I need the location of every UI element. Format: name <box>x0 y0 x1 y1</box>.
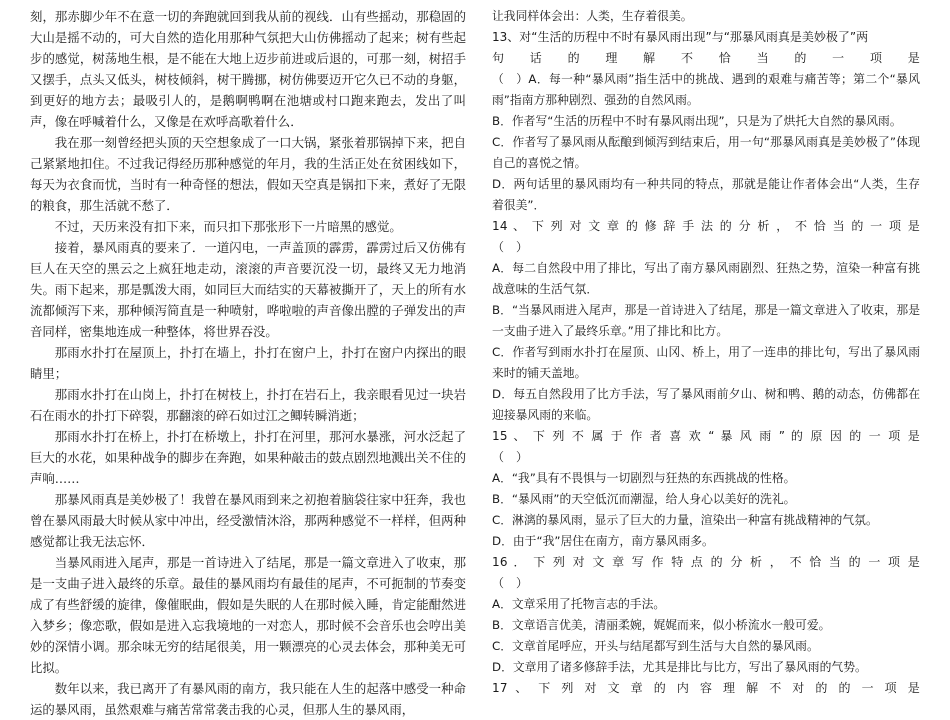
passage-paragraph: 刻，那赤脚少年不在意一切的奔跑就回到我从前的视线．山有些摇动，那稳固的大山是摇不动的，可大自然的造化用那种气氛把大山仿佛摇动了起来；树有些起步的感觉，树荡地生根，是不能在大地上迈步前进或后退的，可那一刻，树招手又摆手，点头又低头，树枝倾斜，树干腾挪，树仿佛要迈开它久已不动的身躯，到更好的地方去；最吸引人的，是鹅啊鸭啊在池塘或村口跑来跑去，发出了叫声，像在呼喊着什么，又像是在欢呼高歌着什么． <box>30 9 466 129</box>
question-13-option-c: C．作者写了暴风雨从酝酿到倾泻到结束后，用一句“那暴风雨真是美妙极了”体现自己的喜悦之情。 <box>492 135 920 170</box>
question-16-option-b: B．文章语言优美，清丽柔婉，娓娓而来，似小桥流水一般可爱。 <box>492 618 831 632</box>
question-15-option-b: B．“暴风雨”的天空低沉而潮湿，给人身心以美好的洗礼。 <box>492 492 796 506</box>
question-13-option-a: （ ）A．每一种“暴风雨”指生活中的挑战、遇到的艰难与痛苦等；第二个“暴风雨”指南方那种剧烈、强劲的自然风雨。 <box>492 72 920 107</box>
questions-column <box>492 6 920 699</box>
passage-paragraph: 当暴风雨进入尾声，那是一首诗进入了结尾，那是一篇文章进入了收束，那是一支曲子进入最终的乐章。最佳的暴风雨均有最佳的尾声，不可扼制的节奏变成了有些舒缓的旋律，像催眠曲，假如是失眠的人在那时候入睡，肯定能酣然进入梦乡；像恋歌，假如是进入忘我境地的一对恋人，那时候不会音乐也会哼出美妙的深情小调。那余味无穷的结尾很美，用一颗漂亮的心灵去体会，那种美无可比拟。 <box>30 555 466 675</box>
question-16-option-c: C．文章首尾呼应，开头与结尾都写到生活与大自然的暴风雨。 <box>492 639 819 653</box>
question-14-answer-blank: （ ） <box>492 240 529 254</box>
question-16-option-a: A．文章采用了托物言志的手法。 <box>492 597 666 611</box>
passage-paragraph: 我在那一刻曾经把头顶的天空想象成了一口大锅，紧张着那锅掉下来，把自己紧紧地扣住。不过我记得经历那种感觉的年月，我的生活正处在贫困线如下，每天为衣食而忧，当时有一种奇怪的想法，假如天空真是锅扣下来，煮好了无限的粮食，那生活就不愁了． <box>30 135 466 213</box>
question-17-stem: 17 、 下 列 对 文 章 的 内 容 理 解 不 对 的 的 一 项 是 <box>492 681 920 695</box>
question-13-option-b: B．作者写“生活的历程中不时有暴风雨出现”，只是为了烘托大自然的暴风雨。 <box>492 114 902 128</box>
question-14-option-b: B．“当暴风雨进入尾声，那是一首诗进入了结尾，那是一篇文章进入了收束，那是一支曲子进入了最终乐章。”用了排比和比方。 <box>492 303 920 338</box>
passage-paragraph: 那雨水扑打在山岗上，扑打在树枝上，扑打在岩石上，我亲眼看见过一块岩石在雨水的扑打下碎裂，那翻滚的碎石如过江之鲫转瞬消逝； <box>30 387 466 423</box>
question-13-option-d: D．两句话里的暴风雨均有一种共同的特点，那就是能让作者体会出“人类，生存着很美”． <box>492 177 920 212</box>
passage-column <box>30 6 466 720</box>
question-13-stem-cont: 句 话 的 理 解 不 恰 当 的 一 项 是 <box>492 51 920 65</box>
passage-paragraph: 那暴风雨真是美妙极了！我曾在暴风雨到来之初抱着脑袋往家中狂奔，我也曾在暴风雨最大时候从家中冲出，经受激情沐浴，那两种感觉不一样样，但两种感觉都让我无法忘怀． <box>30 492 466 549</box>
passage-paragraph: 那雨水扑打在屋顶上，扑打在墙上，扑打在窗户上，扑打在窗户内探出的眼睛里； <box>30 345 466 381</box>
passage-paragraph: 不过，天历来没有扣下来，而只扣下那张形下一片暗黑的感觉。 <box>54 219 402 234</box>
question-14-stem: 14 、 下 列 对 文 章 的 修 辞 手 法 的 分 析 ， 不 恰 当 的 一 项 是 <box>492 219 920 233</box>
passage-paragraph: 接着，暴风雨真的要来了．一道闪电，一声盖顶的霹雳，霹雳过后又仿佛有巨人在天空的黑云之上疯狂地走动，滚滚的声音要沉没一切，最终又无力地消失。雨下起来，那是瓢泼大雨，如同巨大而结实的天幕被撕开了，天上的所有水流都倾泻下来，那种倾泻简直是一种喷射，哗啦啦的声音像出膛的子弹发出的声音同样，密集地连成一种整体，将世界吞没。 <box>30 240 466 339</box>
question-15-answer-blank: （ ） <box>492 450 529 464</box>
passage-paragraph: 数年以来，我已离开了有暴风雨的南方，我只能在人生的起落中感受一种命运的暴风雨，虽然艰难与痛苦常常袭击我的心灵，但那人生的暴风雨， <box>30 681 466 717</box>
question-13-stem: 13、对“生活的历程中不时有暴风雨出现”与“那暴风雨真是美妙极了”两 <box>492 30 869 44</box>
question-15-option-c: C．淋漓的暴风雨，显示了巨大的力量，渲染出一种富有挑战精神的气氛。 <box>492 513 878 527</box>
question-14-option-a: A．每二自然段中用了排比，写出了南方暴风雨剧烈、狂热之势，渲染一种富有挑战意味的生活气氛． <box>492 261 920 296</box>
question-16-stem: 16 ． 下 列 对 文 章 写 作 特 点 的 分 析 ， 不 恰 当 的 一 项 是 <box>492 555 920 569</box>
question-14-option-d: D．每五自然段用了比方手法，写了暴风雨前夕山、树和鸭、鹅的动态，仿佛都在迎接暴风雨的来临。 <box>492 387 920 422</box>
question-16-option-d: D．文章用了诸多修辞手法，尤其是排比与比方，写出了暴风雨的气势。 <box>492 660 867 674</box>
question-15-option-a: A．“我”具有不畏惧与一切剧烈与狂热的东西挑战的性格。 <box>492 471 796 485</box>
passage-end-line: 让我同样体会出：人类，生存着很美。 <box>492 9 693 23</box>
question-16-answer-blank: （ ） <box>492 576 529 590</box>
question-15-option-d: D．由于“我”居住在南方，南方暴风雨多。 <box>492 534 714 548</box>
question-14-option-c: C．作者写到雨水扑打在屋顶、山冈、桥上，用了一连串的排比句，写出了暴风雨来时的铺天盖地。 <box>492 345 920 380</box>
question-15-stem: 15 、 下 列 不 属 于 作 者 喜 欢 “ 暴 风 雨 ” 的 原 因 的 一 项 是 <box>492 429 920 443</box>
passage-paragraph: 那雨水扑打在桥上，扑打在桥墩上，扑打在河里，那河水暴涨，河水泛起了巨大的水花，如果种战争的脚步在奔跑，如果种敲击的鼓点剧烈地溅出关不住的声响…… <box>30 429 466 486</box>
